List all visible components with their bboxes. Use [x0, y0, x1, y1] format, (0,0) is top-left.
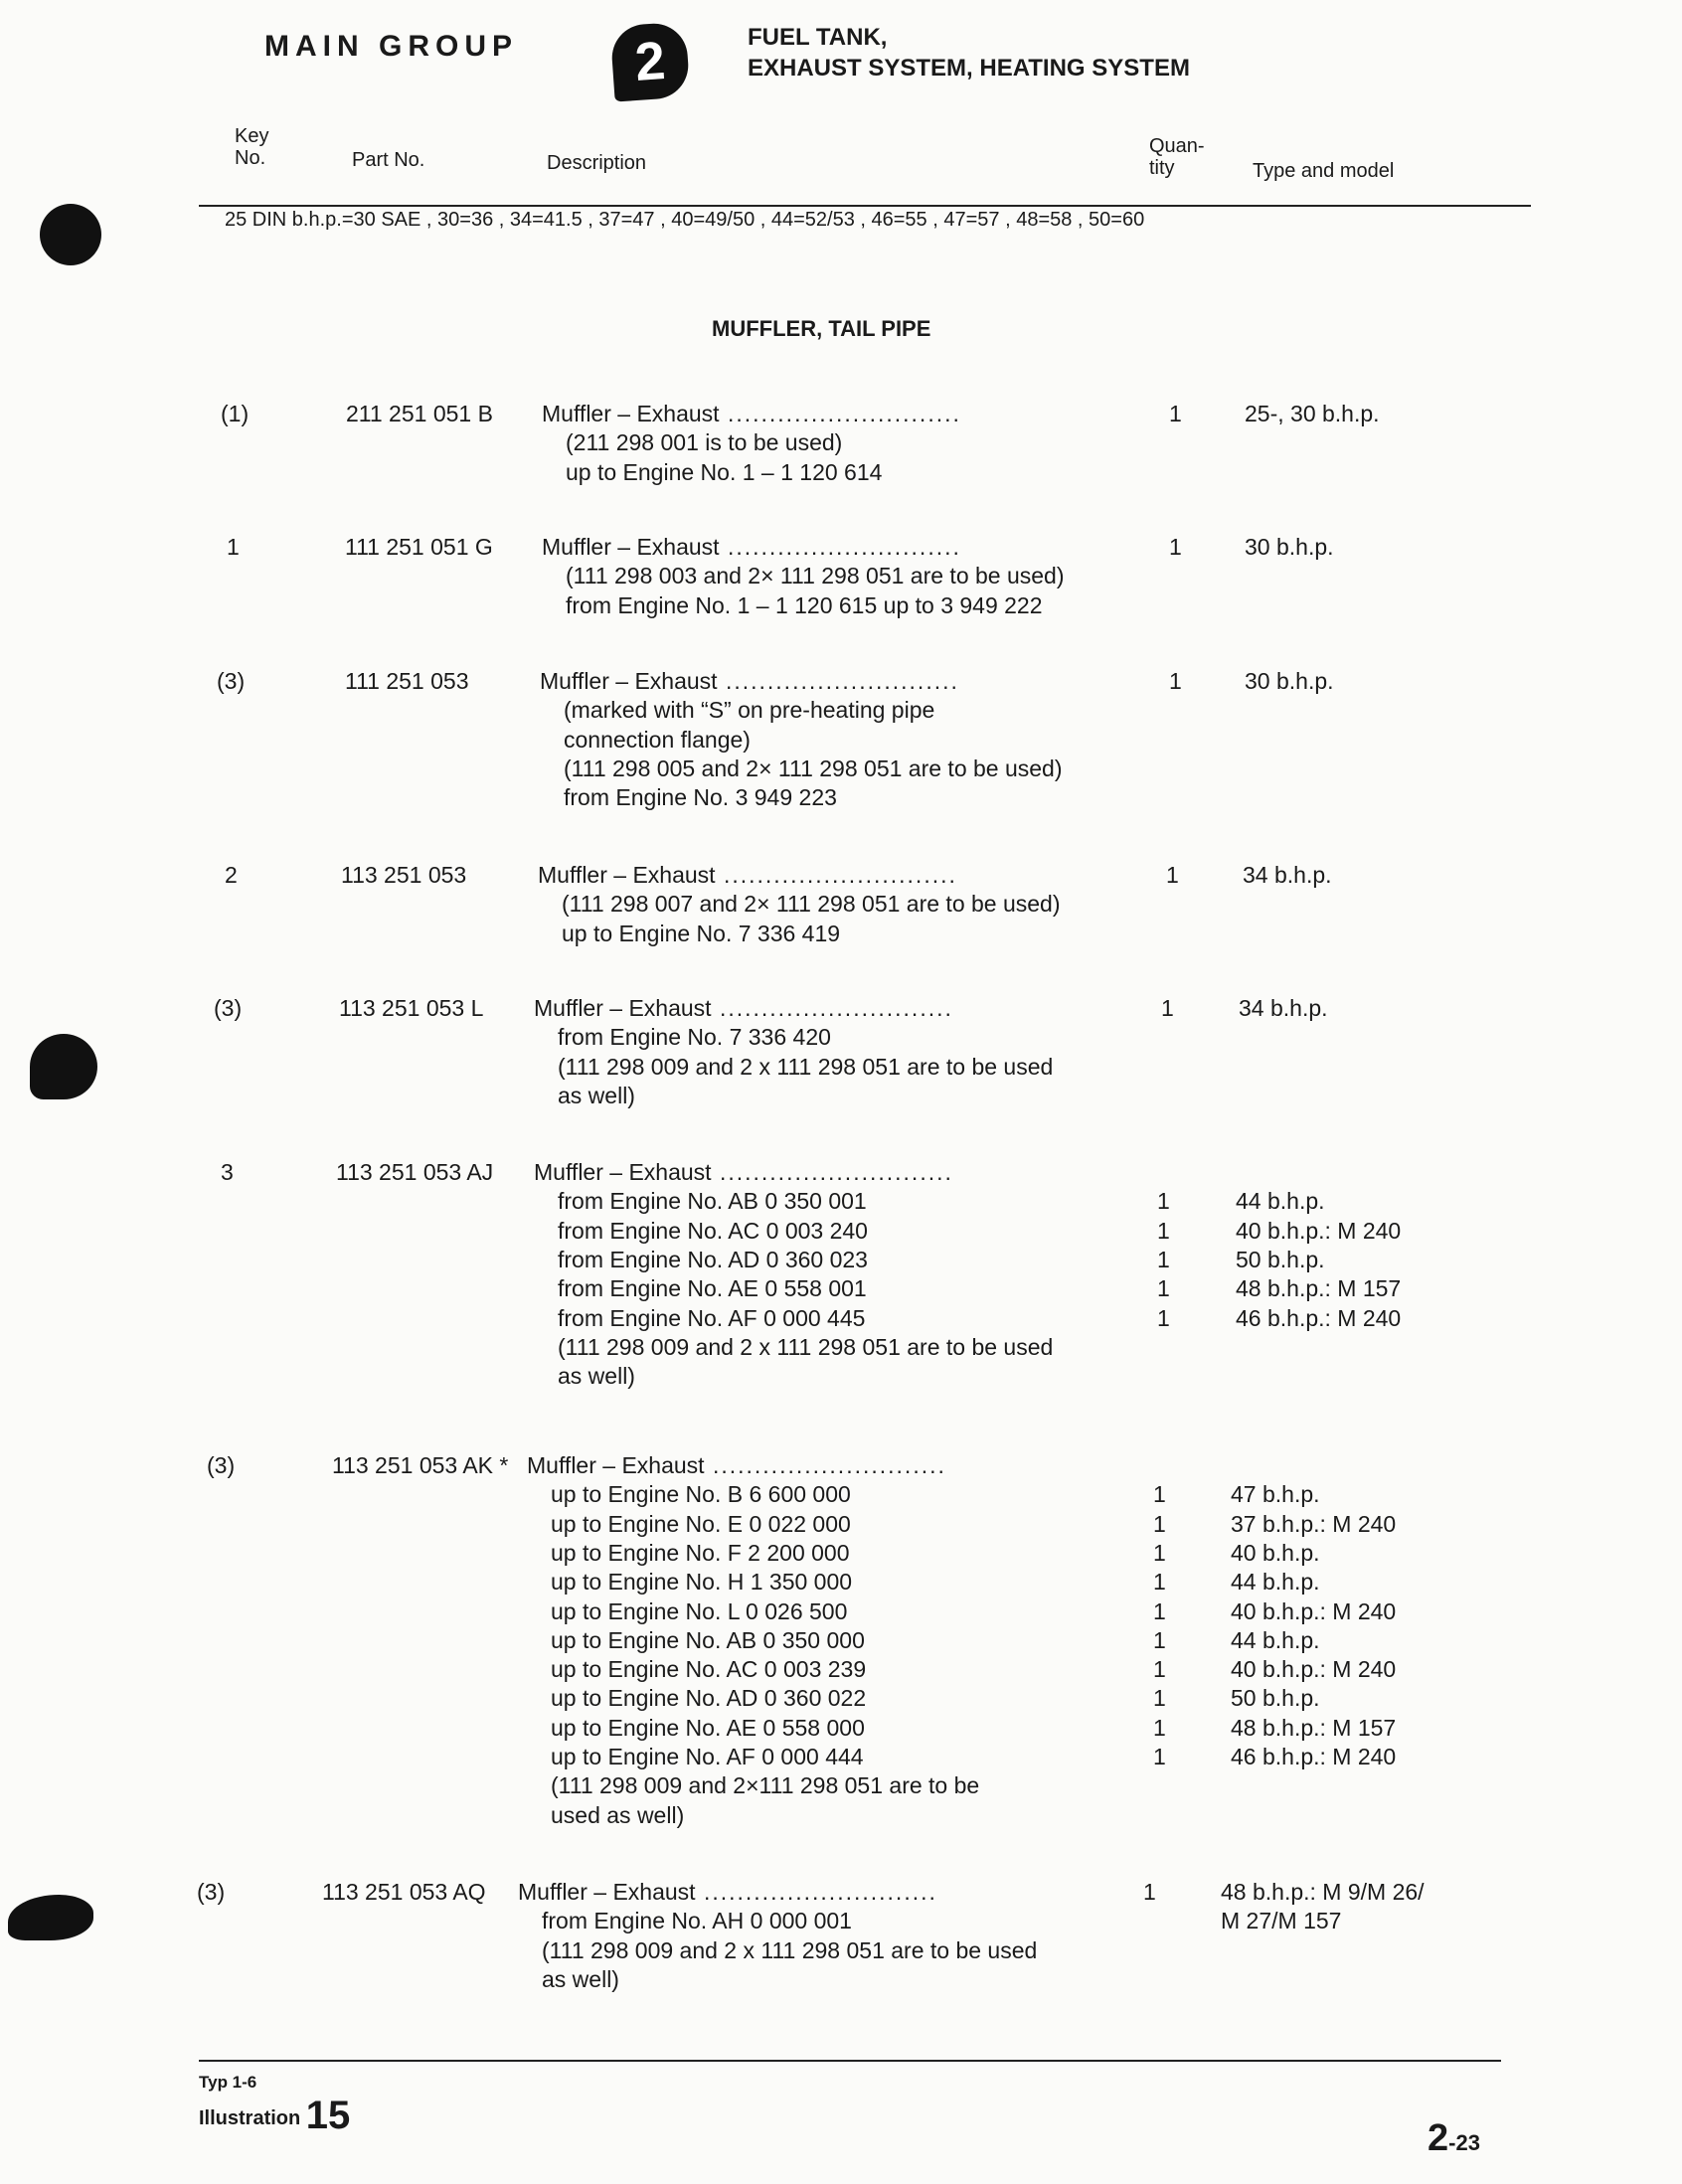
type-model: M 27/M 157: [1221, 1908, 1342, 1934]
page-number-sub: -23: [1448, 2130, 1480, 2155]
type-model: 44 b.h.p.: [1231, 1626, 1320, 1653]
quantity: 1: [1166, 862, 1179, 888]
key-no: (3): [214, 995, 243, 1021]
part-no: 113 251 053 AK *: [332, 1452, 509, 1478]
col-quantity-line2: tity: [1149, 157, 1175, 179]
description-line: as well): [558, 1082, 635, 1108]
description-line: from Engine No. AC 0 003 240: [558, 1217, 868, 1244]
description-line: up to Engine No. AB 0 350 000: [551, 1626, 865, 1653]
group-number: 2: [632, 31, 668, 92]
description-title: Muffler – Exhaust ............................: [540, 668, 959, 694]
quantity: 1: [1153, 1714, 1166, 1741]
description-line: from Engine No. AB 0 350 001: [558, 1188, 867, 1215]
type-model: 44 b.h.p.: [1231, 1569, 1320, 1596]
type-model: 46 b.h.p.: M 240: [1231, 1744, 1397, 1769]
description-line: from Engine No. AF 0 000 445: [558, 1304, 866, 1331]
description-line: up to Engine No. 1 – 1 120 614: [566, 458, 883, 485]
col-key-no-line2: No.: [235, 147, 266, 169]
leader-dots: ............................: [715, 862, 957, 888]
description-line: (111 298 009 and 2×111 298 051 are to be: [551, 1772, 980, 1799]
quantity: 1: [1157, 1275, 1170, 1302]
col-type-model: Type and model: [1253, 160, 1395, 182]
col-description: Description: [547, 152, 647, 174]
leader-dots: ............................: [719, 534, 961, 560]
description-title: Muffler – Exhaust ............................: [542, 534, 961, 560]
quantity: 1: [1169, 534, 1182, 560]
description-line: (111 298 009 and 2 x 111 298 051 are to be used: [558, 1333, 1054, 1360]
type-model: 50 b.h.p.: [1236, 1246, 1325, 1272]
type-model: 47 b.h.p.: [1231, 1481, 1320, 1508]
key-no: (1): [221, 401, 250, 426]
group-title-line1: FUEL TANK,: [748, 24, 888, 51]
quantity: 1: [1157, 1217, 1170, 1244]
col-key-no-line1: Key: [235, 125, 269, 147]
leader-dots: ............................: [711, 1159, 953, 1185]
description-line: up to Engine No. AC 0 003 239: [551, 1656, 867, 1683]
footer-rule: [199, 2060, 1501, 2062]
punch-hole-middle: [30, 1034, 97, 1099]
description-title: Muffler – Exhaust ............................: [527, 1452, 946, 1478]
quantity: 1: [1169, 668, 1182, 694]
type-model: 40 b.h.p.: M 240: [1231, 1656, 1397, 1683]
din-conversion-note: 25 DIN b.h.p.=30 SAE , 30=36 , 34=41.5 , 37=47 , 40=49/50 , 44=52/53 , 46=55 , 47=57 , 48=58 , 50=60: [225, 209, 1145, 231]
description-line: (marked with “S” on pre-heating pipe: [564, 697, 935, 724]
footer-illustration: [199, 2094, 350, 2138]
description-line: up to Engine No. E 0 022 000: [551, 1510, 851, 1537]
quantity: 1: [1153, 1685, 1166, 1712]
section-title: MUFFLER, TAIL PIPE: [712, 316, 931, 341]
description-line: up to Engine No. L 0 026 500: [551, 1597, 848, 1624]
type-model: 37 b.h.p.: M 240: [1231, 1510, 1397, 1537]
col-quantity-line1: Quan-: [1149, 135, 1205, 157]
punch-hole-top: [40, 204, 101, 265]
footer-typ: Typ 1-6: [199, 2073, 257, 2092]
description-line: used as well): [551, 1801, 685, 1828]
part-no: 111 251 053: [345, 668, 469, 694]
leader-dots: ............................: [719, 401, 961, 426]
col-key-no: [235, 125, 268, 169]
col-quantity: [1149, 135, 1205, 179]
description-line: up to Engine No. AF 0 000 444: [551, 1744, 864, 1769]
description-line: as well): [558, 1363, 635, 1390]
part-no: 111 251 051 G: [345, 534, 493, 560]
description-title: Muffler – Exhaust ............................: [542, 401, 961, 426]
illustration-label: Illustration: [199, 2107, 301, 2129]
quantity: 1: [1153, 1510, 1166, 1537]
part-no: 113 251 053 L: [339, 995, 484, 1021]
description-line: (111 298 009 and 2 x 111 298 051 are to be used: [542, 1936, 1038, 1963]
part-no: 113 251 053 AQ: [322, 1879, 486, 1905]
key-no: (3): [197, 1879, 226, 1905]
part-no: 211 251 051 B: [346, 401, 493, 426]
description-title: Muffler – Exhaust ............................: [538, 862, 957, 888]
quantity: 1: [1157, 1304, 1170, 1331]
description-line: from Engine No. AE 0 558 001: [558, 1275, 867, 1302]
key-no: (3): [217, 668, 246, 694]
type-model: 48 b.h.p.: M 157: [1231, 1714, 1397, 1741]
description-line: up to Engine No. 7 336 419: [562, 920, 841, 946]
quantity: 1: [1153, 1539, 1166, 1566]
description-line: up to Engine No. AD 0 360 022: [551, 1685, 867, 1712]
type-model: 40 b.h.p.: M 240: [1231, 1597, 1397, 1624]
leader-dots: ............................: [695, 1879, 937, 1905]
page-number: [1428, 2117, 1480, 2160]
main-group-label: MAIN GROUP: [264, 30, 518, 63]
description-title: Muffler – Exhaust ............................: [534, 995, 953, 1021]
description-title: Muffler – Exhaust ............................: [518, 1879, 937, 1905]
quantity: 1: [1157, 1188, 1170, 1215]
type-model: 44 b.h.p.: [1236, 1188, 1325, 1215]
page-number-main: 2: [1428, 2117, 1449, 2159]
description-line: up to Engine No. F 2 200 000: [551, 1539, 850, 1566]
description-line: from Engine No. AD 0 360 023: [558, 1246, 868, 1272]
quantity: 1: [1143, 1879, 1156, 1905]
type-model: 34 b.h.p.: [1243, 862, 1332, 888]
description-line: from Engine No. 3 949 223: [564, 784, 837, 811]
quantity: 1: [1153, 1597, 1166, 1624]
type-model: 50 b.h.p.: [1231, 1685, 1320, 1712]
description-line: from Engine No. 1 – 1 120 615 up to 3 949 222: [566, 591, 1043, 618]
quantity: 1: [1157, 1246, 1170, 1272]
description-line: (111 298 005 and 2× 111 298 051 are to be used): [564, 755, 1063, 781]
key-no: 1: [227, 534, 240, 560]
group-title: [748, 22, 1190, 84]
type-model: 48 b.h.p.: M 9/M 26/: [1221, 1879, 1425, 1905]
leader-dots: ............................: [704, 1452, 946, 1478]
description-line: connection flange): [564, 726, 751, 753]
group-number-badge: [609, 21, 690, 101]
description-line: (211 298 001 is to be used): [566, 429, 843, 456]
quantity: 1: [1153, 1481, 1166, 1508]
illustration-number: 15: [305, 2094, 351, 2137]
quantity: 1: [1169, 401, 1182, 426]
type-model: 46 b.h.p.: M 240: [1236, 1304, 1402, 1331]
description-line: as well): [542, 1965, 619, 1992]
col-part-no: Part No.: [352, 149, 425, 171]
punch-hole-bottom: [8, 1895, 93, 1940]
key-no: 3: [221, 1159, 234, 1185]
header-rule: [199, 205, 1531, 207]
description-line: from Engine No. 7 336 420: [558, 1024, 831, 1051]
key-no: 2: [225, 862, 238, 888]
quantity: 1: [1153, 1744, 1166, 1769]
quantity: 1: [1153, 1656, 1166, 1683]
leader-dots: ............................: [717, 668, 959, 694]
description-line: (111 298 009 and 2 x 111 298 051 are to be used: [558, 1053, 1054, 1080]
description-line: up to Engine No. H 1 350 000: [551, 1569, 853, 1596]
type-model: 25-, 30 b.h.p.: [1245, 401, 1380, 426]
quantity: 1: [1161, 995, 1174, 1021]
key-no: (3): [207, 1452, 236, 1478]
description-line: up to Engine No. B 6 600 000: [551, 1481, 851, 1508]
type-model: 48 b.h.p.: M 157: [1236, 1275, 1402, 1302]
type-model: 34 b.h.p.: [1239, 995, 1328, 1021]
description-line: from Engine No. AH 0 000 001: [542, 1908, 852, 1934]
part-no: 113 251 053: [341, 862, 467, 888]
leader-dots: ............................: [711, 995, 953, 1021]
quantity: 1: [1153, 1569, 1166, 1596]
type-model: 40 b.h.p.: [1231, 1539, 1320, 1566]
description-line: up to Engine No. AE 0 558 000: [551, 1714, 865, 1741]
type-model: 30 b.h.p.: [1245, 668, 1334, 694]
type-model: 30 b.h.p.: [1245, 534, 1334, 560]
description-line: (111 298 007 and 2× 111 298 051 are to be used): [562, 891, 1061, 918]
description-title: Muffler – Exhaust ............................: [534, 1159, 953, 1185]
quantity: 1: [1153, 1626, 1166, 1653]
part-no: 113 251 053 AJ: [336, 1159, 494, 1185]
type-model: 40 b.h.p.: M 240: [1236, 1217, 1402, 1244]
group-title-line2: EXHAUST SYSTEM, HEATING SYSTEM: [748, 55, 1190, 82]
description-line: (111 298 003 and 2× 111 298 051 are to be used): [566, 563, 1065, 589]
